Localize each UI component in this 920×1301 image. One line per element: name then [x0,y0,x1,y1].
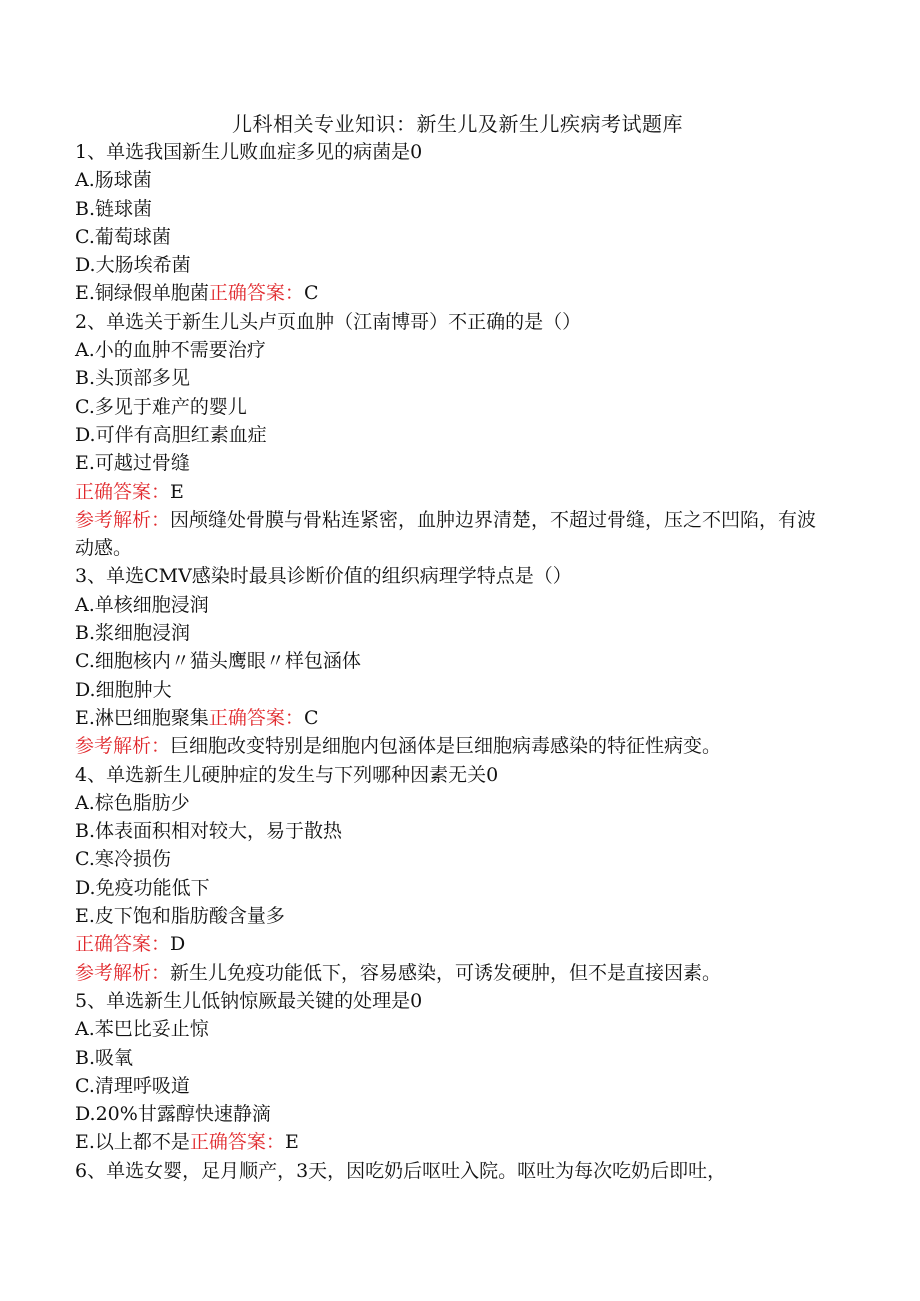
question-3-answer: C [303,706,319,729]
question-1-stem: 1、单选我国新生儿败血症多见的病菌是0 [75,141,423,163]
question-2-explanation: 因颅缝处骨膜与骨粘连紧密，血肿边界清楚，不超过骨缝，压之不凹陷，有波动感。 [75,508,817,560]
question-4-option-c: C.寒冷损伤 [75,848,171,871]
question-3-option-e: E.淋巴细胞聚集 [75,706,209,729]
question-5-option-e-row [75,1128,820,1156]
question-5-option-c: C.清理呼吸道 [75,1074,190,1097]
question-5-answer: E [284,1131,299,1154]
question-1-option-e-row [75,279,820,307]
question-2-option-c: C.多见于难产的婴儿 [75,395,247,418]
question-1-option-a: A.肠球菌 [75,169,152,192]
document-title: 儿科相关专业知识：新生儿及新生儿疾病考试题库 [232,112,683,136]
question-5-answer-label: 正确答案： [189,1131,285,1154]
question-2-option-b: B.头顶部多见 [75,367,191,390]
question-1-option-c: C.葡萄球菌 [75,225,171,248]
question-3-option-d: D.细胞肿大 [75,678,172,701]
question-4-stem: 4、单选新生儿硬肿症的发生与下列哪种因素无关0 [75,763,499,786]
question-4-option-b: B.体表面积相对较大，易于散热 [75,820,343,843]
question-2-stem: 2、单选关于新生儿头卢页血肿（江南博哥）不正确的是（） [75,310,582,333]
question-4-answer: D [170,933,186,956]
question-3-option-e-row [75,704,820,732]
question-2-option-a: A.小的血肿不需要治疗 [75,339,266,362]
question-4-answer-label: 正确答案： [75,933,171,956]
question-4-option-e: E.皮下饱和脂肪酸含量多 [75,905,285,928]
question-3-option-c: C.细胞核内〃猫头鹰眼〃样包涵体 [75,650,361,673]
question-5-option-b: B.吸氧 [75,1046,134,1069]
question-2-option-d: D.可伴有高胆红素血症 [75,423,267,446]
question-2-answer-row [75,478,820,506]
question-5-option-d: D.20%甘露醇快速静滴 [75,1103,271,1126]
question-4-option-a: A.棕色脂肪少 [75,791,190,814]
question-2-option-e: E.可越过骨缝 [75,452,190,475]
question-2-answer-label: 正确答案： [75,480,171,503]
document-page [75,110,820,1185]
question-1-option-d: D.大肠埃希菌 [75,254,191,277]
question-3-option-b: B.浆细胞浸润 [75,622,191,645]
question-2-answer: E [170,480,184,503]
question-1-answer: C [303,282,319,305]
question-1-option-b: B.链球菌 [75,197,153,220]
question-4-answer-row [75,930,820,958]
question-3-stem: 3、单选CMV感染时最具诊断价值的组织病理学特点是（） [75,565,572,588]
question-3-answer-label: 正确答案： [208,706,304,729]
question-3-option-a: A.单核细胞浸润 [75,593,209,616]
question-4-explanation-row [75,959,820,987]
question-1-option-e: E.铜绿假单胞菌 [75,282,209,305]
question-3-explanation-row [75,732,820,760]
question-5-option-e: E.以上都不是 [75,1131,190,1154]
question-5-stem: 5、单选新生儿低钠惊厥最关键的处理是0 [75,989,423,1012]
question-2-explanation-label: 参考解析： [75,508,171,531]
question-1-answer-label: 正确答案： [208,282,304,305]
question-3-explanation-label: 参考解析： [75,735,171,758]
question-4-explanation: 新生儿免疫功能低下，容易感染，可诱发硬肿，但不是直接因素。 [170,961,722,984]
question-2-explanation-row [75,506,820,563]
question-5-option-a: A.苯巴比妥止惊 [75,1018,209,1041]
question-6-stem: 6、单选女婴，足月顺产，3天，因吃奶后呕吐入院。呕吐为每次吃奶后即吐， [75,1159,727,1182]
question-4-option-d: D.免疫功能低下 [75,876,210,899]
question-3-explanation: 巨细胞改变特别是细胞内包涵体是巨细胞病毒感染的特征性病变。 [170,735,722,758]
question-4-explanation-label: 参考解析： [75,961,171,984]
